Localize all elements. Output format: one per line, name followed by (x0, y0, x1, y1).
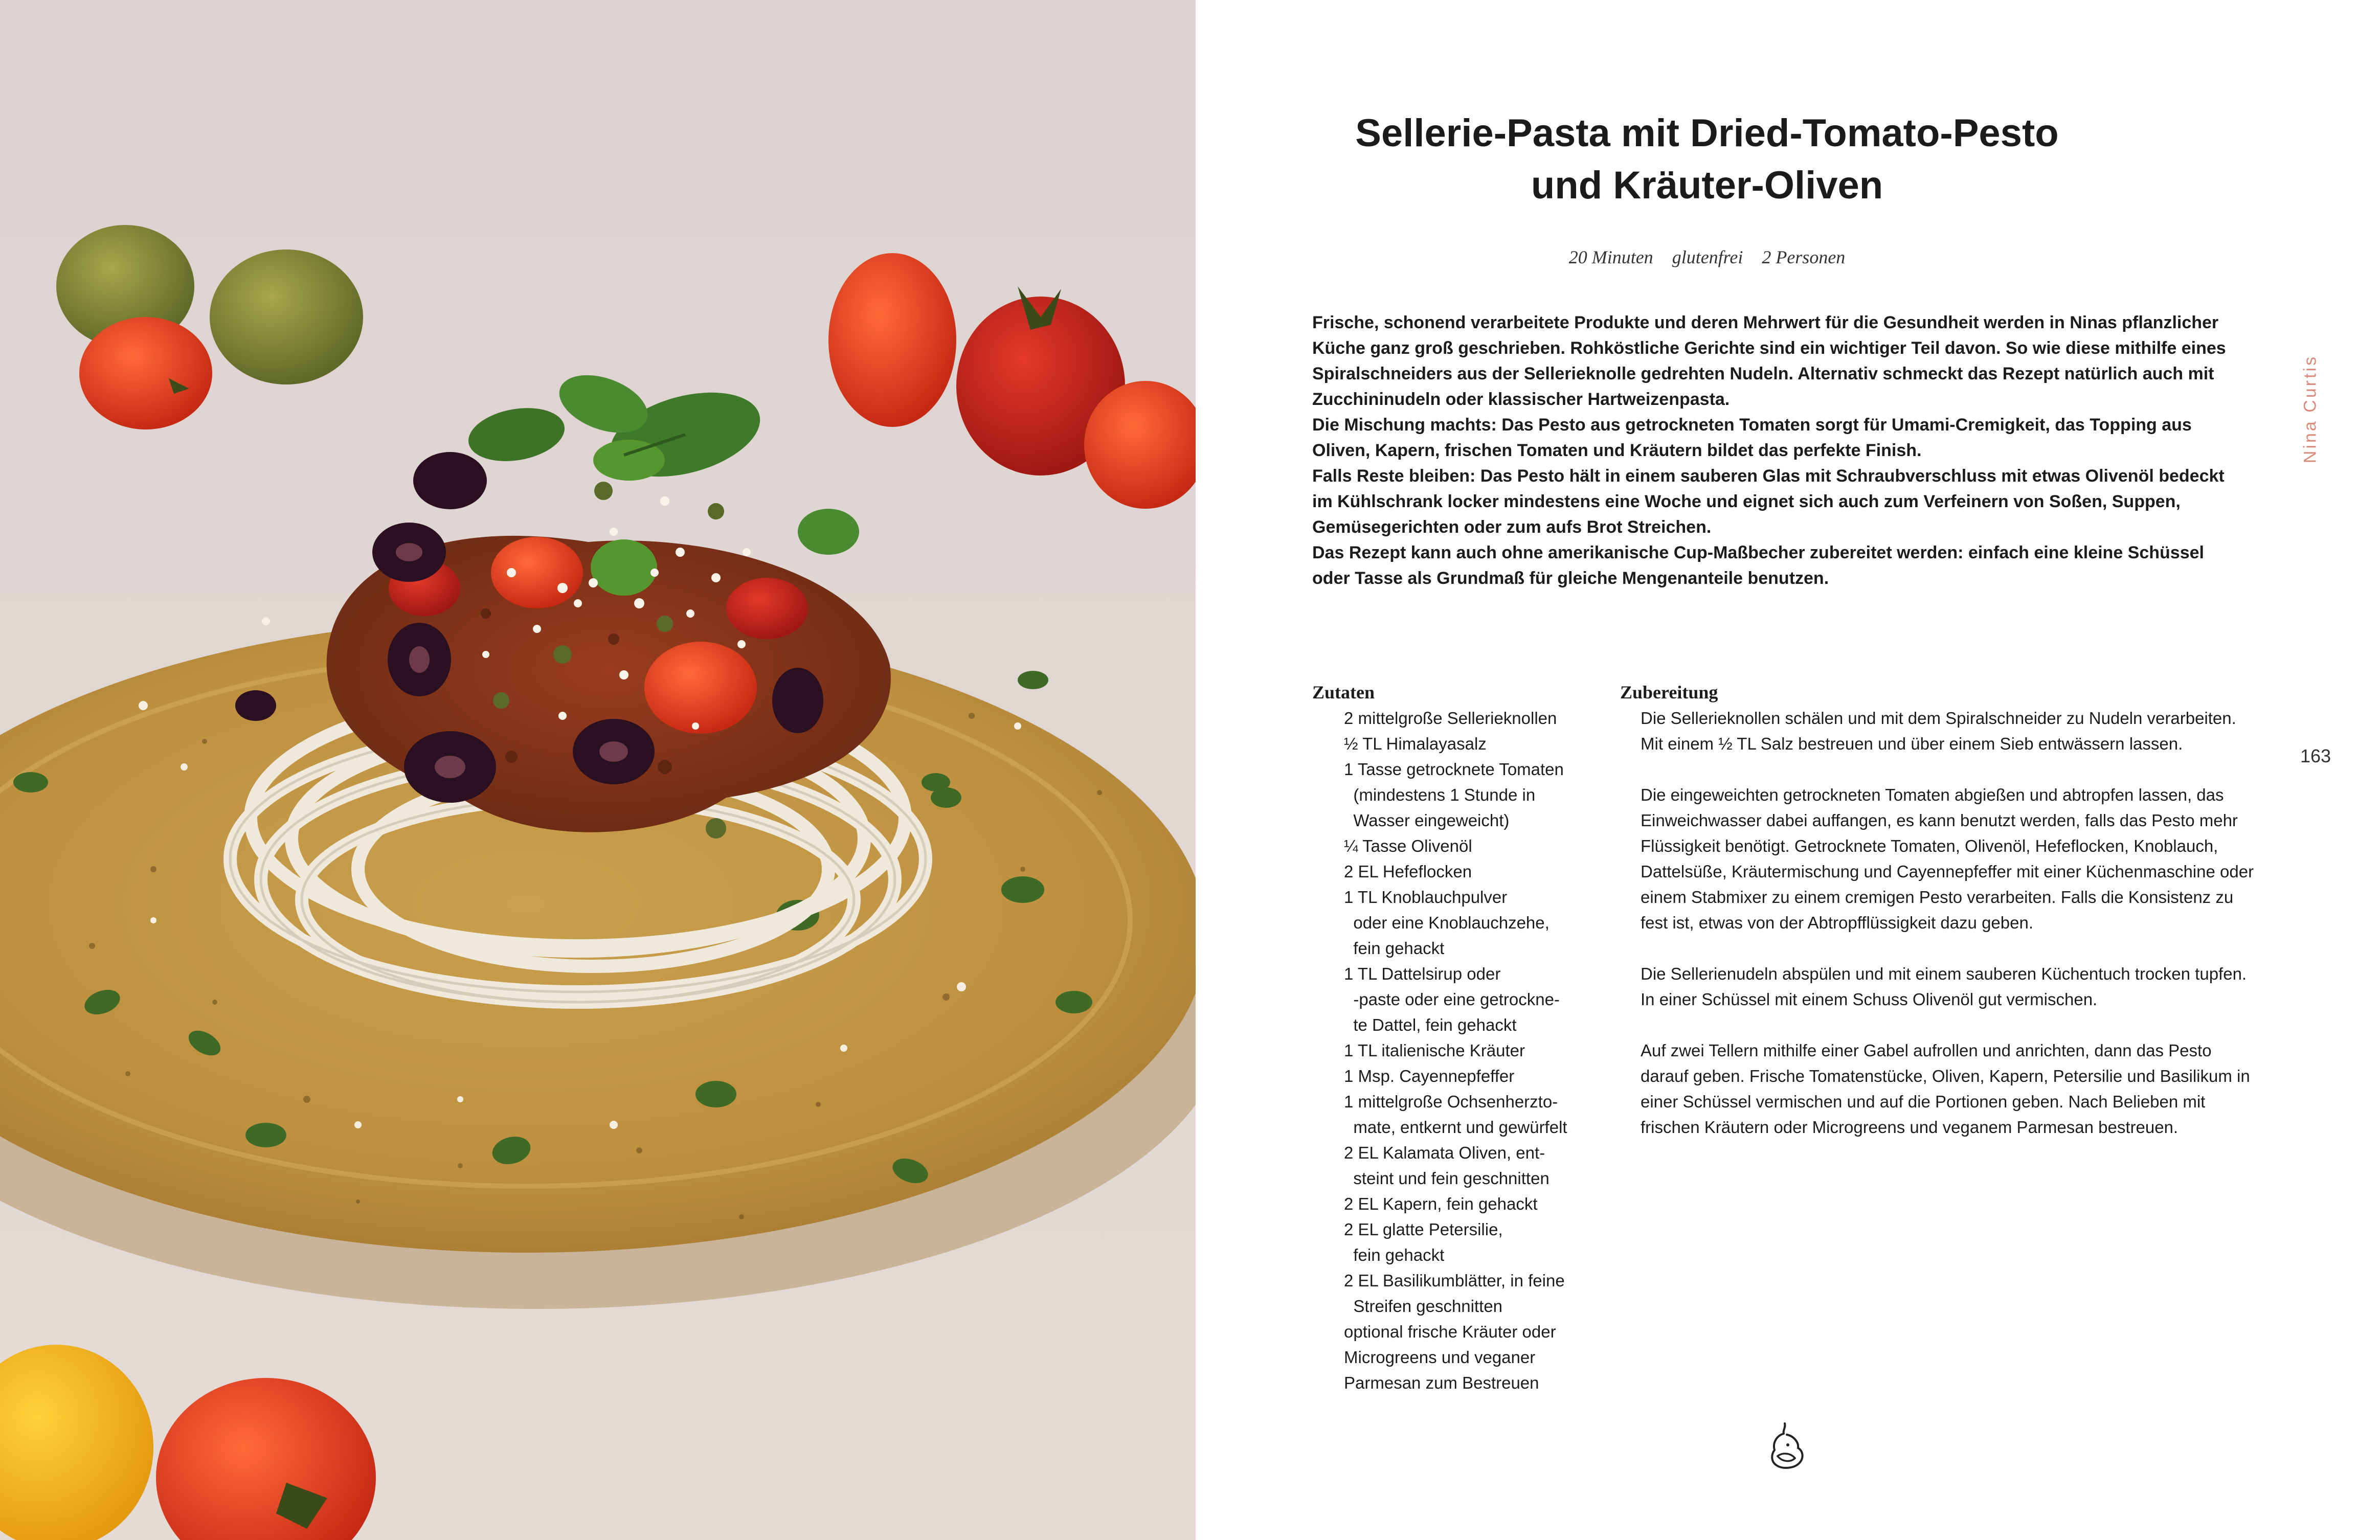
yellow-tomato (0, 1345, 153, 1540)
ingredient-line: (mindestens 1 Stunde in (1344, 785, 1536, 804)
ingredient-line: Streifen geschnitten (1344, 1297, 1503, 1316)
ingredient-line: 2 EL Kapern, fein gehackt (1344, 1194, 1538, 1213)
recipe-title-line1: Sellerie-Pasta mit Dried-Tomato-Pesto (1355, 111, 2059, 155)
ingredient-line: mate, entkernt und gewürfelt (1344, 1118, 1567, 1137)
intro-paragraph: Falls Reste bleiben: Das Pesto hält in einem sauberen Glas mit Schraubverschluss mit etwas Olivenöl bedeckt im Kühlschrank locker mindestens eine Woche und eignet sich auch zum Verfeinern von Soßen, Suppen, Gemüsegerichten oder zum aufs Brot Streichen. (1312, 466, 2225, 537)
ingredient-line: 1 mittelgroße Ochsenherzto- (1344, 1092, 1558, 1111)
intro-paragraph: Frische, schonend verarbeitete Produkte und deren Mehrwert für die Gesundheit werden in Ninas pflanzlicher Küche ganz groß geschrieben. Rohköstliche Gerichte sind ein wichtiger Teil davon. So wie diese mithilfe eines Spiralschneiders aus der Sellerieknolle gedrehten Nudeln. Alternativ schmeckt das Rezept natürlich auch mit Zucchininudeln oder klassischer Hartweizenpasta. (1312, 313, 2226, 409)
ingredient-line: 1 TL Knoblauchpulver (1344, 888, 1508, 907)
ingredient-line: fein gehackt (1344, 939, 1445, 958)
ingredients-heading: Zutaten (1312, 682, 1375, 703)
ingredient-line: 2 EL glatte Petersilie, (1344, 1220, 1503, 1239)
prep-time: 20 Minuten (1568, 247, 1653, 267)
orange-tomato (156, 1378, 376, 1540)
ingredient-line: 1 TL Dattelsirup oder (1344, 964, 1501, 983)
ingredient-line: oder eine Knoblauchzehe, (1344, 913, 1550, 932)
intro-paragraph: Das Rezept kann auch ohne amerikanische Cup-Maßbecher zubereitet werden: einfach eine kleine Schüssel oder Tasse als Grundmaß für gleiche Mengenanteile benutzen. (1312, 543, 2204, 588)
page-number: 163 (2300, 745, 2331, 766)
cherry-tomato-piece (726, 578, 808, 639)
ingredient-line: 2 EL Hefeflocken (1344, 862, 1472, 881)
servings: 2 Personen (1762, 247, 1846, 267)
green-tomato (210, 250, 363, 384)
ingredient-line: 2 EL Kalamata Oliven, ent- (1344, 1143, 1545, 1162)
preparation-steps (1641, 706, 2254, 1166)
orange-tomato (79, 317, 212, 429)
ingredient-line: ¼ Tasse Olivenöl (1344, 836, 1472, 855)
ingredient-line: 1 Tasse getrocknete Tomaten (1344, 760, 1564, 779)
preparation-heading: Zubereitung (1620, 682, 1718, 703)
diet-label: glutenfrei (1672, 247, 1743, 267)
preparation-step: Die Sellerienudeln abspülen und mit einem sauberen Küchentuch trocken tupfen. In einer Schüssel mit einem Schuss Olivenöl gut vermischen. (1641, 964, 2247, 1009)
recipe-meta (1313, 246, 2101, 268)
recipe-title-line2: und Kräuter-Oliven (1531, 164, 1883, 207)
ingredient-line: Parmesan zum Bestreuen (1344, 1373, 1539, 1392)
preparation-step: Die eingeweichten getrockneten Tomaten abgießen und abtropfen lassen, das Einweichwasser dabei auffangen, es kann benutzt werden, falls das Pesto mehr Flüssigkeit benötigt. Getrocknete Tomaten, Olivenöl, Hefeflocken, Knoblauch, Dattelsüße, Kräutermischung und Cayennepfeffer mit einer Küchenmaschine oder einem Stabmixer zu einem cremigen Pesto verarbeiten. Falls die Konsistenz zu fest ist, etwas von der Abtropfflüssigkeit dazu geben. (1641, 785, 2254, 932)
plum-tomato (828, 253, 956, 427)
author-name: Nina Curtis (2300, 354, 2320, 464)
ingredient-line: fein gehackt (1344, 1245, 1445, 1264)
ingredient-line: Wasser eingeweicht) (1344, 811, 1510, 830)
ingredient-line: 2 EL Basilikumblätter, in feine (1344, 1271, 1565, 1290)
cherry-tomato-piece (644, 642, 757, 734)
preparation-step: Die Sellerieknollen schälen und mit dem Spiralschneider zu Nudeln verarbeiten. Mit einem ½ TL Salz bestreuen und über einem Sieb entwässern lassen. (1641, 709, 2236, 753)
preparation-step: Auf zwei Tellern mithilfe einer Gabel aufrollen und anrichten, dann das Pesto darauf geben. Frische Tomatenstücke, Oliven, Kapern, Petersilie und Basilikum in einer Schüssel vermischen und auf die Portionen geben. Nach Belieben mit frischen Kräutern oder Microgreens und veganem Parmesan bestreuen. (1641, 1041, 2250, 1137)
ingredient-line: 1 TL italienische Kräuter (1344, 1041, 1525, 1060)
ingredient-line: 1 Msp. Cayennepfeffer (1344, 1067, 1515, 1085)
ingredient-line: Microgreens und veganer (1344, 1348, 1536, 1367)
pear-bird-icon (1762, 1420, 1811, 1471)
ingredient-line: -paste oder eine getrockne- (1344, 990, 1560, 1009)
recipe-text-page (1196, 0, 2380, 1540)
ingredient-line: optional frische Kräuter oder (1344, 1322, 1556, 1341)
ingredient-line: te Dattel, fein gehackt (1344, 1015, 1517, 1034)
ingredient-line: steint und fein geschnitten (1344, 1169, 1550, 1188)
ingredients-list (1344, 706, 1610, 1396)
recipe-intro (1312, 310, 2233, 591)
ingredient-line: 2 mittelgroße Sellerieknollen (1344, 709, 1557, 728)
cherry-tomato-piece (491, 537, 583, 608)
recipe-title (1313, 107, 2101, 212)
ingredient-line: ½ TL Himalayasalz (1344, 734, 1487, 753)
intro-paragraph: Die Mischung machts: Das Pesto aus getrockneten Tomaten sorgt für Umami-Cremigkeit, das Topping aus Oliven, Kapern, frischen Tomaten und Kräutern bildet das perfekte Finish. (1312, 415, 2192, 460)
